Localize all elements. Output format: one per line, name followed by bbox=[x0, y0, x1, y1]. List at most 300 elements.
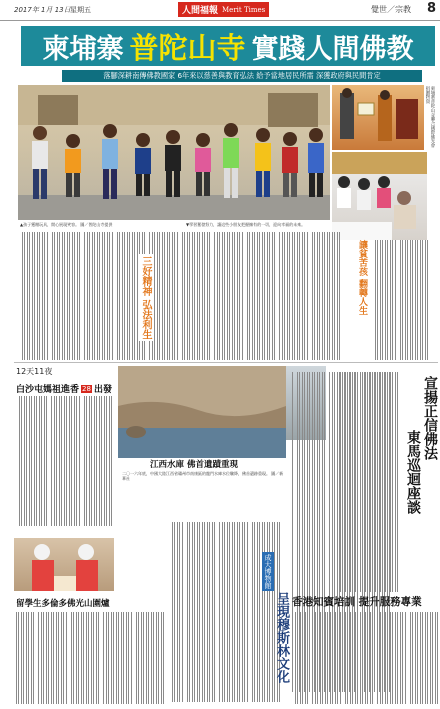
text-line bbox=[377, 372, 378, 592]
text-line bbox=[362, 612, 363, 704]
masthead bbox=[0, 0, 440, 21]
text-line bbox=[257, 232, 258, 360]
text-line bbox=[104, 396, 105, 526]
text-line bbox=[51, 612, 52, 704]
text-line bbox=[279, 232, 280, 360]
text-line bbox=[412, 612, 413, 704]
text-line bbox=[392, 372, 393, 592]
text-line bbox=[51, 396, 52, 526]
text-line bbox=[375, 240, 376, 360]
text-line bbox=[405, 240, 406, 360]
text-line bbox=[420, 612, 421, 704]
text-line bbox=[189, 232, 190, 360]
text-line bbox=[269, 522, 270, 702]
text-line bbox=[197, 232, 198, 360]
hk-body-text bbox=[292, 612, 438, 704]
text-line bbox=[397, 612, 398, 704]
text-line bbox=[300, 612, 301, 704]
text-line bbox=[317, 232, 318, 360]
text-line bbox=[219, 232, 220, 360]
text-line bbox=[360, 372, 361, 592]
text-line bbox=[350, 372, 351, 592]
text-line bbox=[410, 240, 411, 360]
text-line bbox=[307, 232, 308, 360]
text-line bbox=[327, 232, 328, 360]
hk-headline: 香港知賓培訓 提升服務專業 bbox=[292, 596, 422, 608]
text-line bbox=[23, 612, 24, 704]
text-line bbox=[314, 232, 315, 360]
text-line bbox=[330, 612, 331, 704]
text-line bbox=[222, 232, 223, 360]
text-line bbox=[385, 372, 386, 592]
text-line bbox=[380, 612, 381, 704]
dongma-body-text bbox=[338, 372, 398, 592]
text-line bbox=[46, 396, 47, 526]
text-line bbox=[400, 240, 401, 360]
text-line bbox=[194, 232, 195, 360]
dongma-headline-b: 東馬巡迴座談 bbox=[405, 430, 421, 514]
text-line bbox=[44, 396, 45, 526]
story-incense bbox=[14, 366, 114, 536]
headline-part2: 實踐人間佛教 bbox=[251, 33, 414, 65]
text-line bbox=[402, 612, 403, 704]
text-line bbox=[106, 612, 107, 704]
text-line bbox=[169, 232, 170, 360]
jiangxi-headline: 江西水庫 佛首遺蹟重現 bbox=[150, 460, 238, 470]
text-line bbox=[337, 612, 338, 704]
text-line bbox=[86, 612, 87, 704]
text-line bbox=[329, 232, 330, 360]
text-line bbox=[124, 232, 125, 360]
text-line bbox=[126, 612, 127, 704]
text-line bbox=[34, 232, 35, 360]
text-line bbox=[392, 612, 393, 704]
text-line bbox=[57, 232, 58, 360]
text-line bbox=[129, 232, 130, 360]
text-line bbox=[302, 232, 303, 360]
text-line bbox=[302, 612, 303, 704]
text-line bbox=[304, 232, 305, 360]
main-body-text bbox=[20, 232, 340, 360]
text-line bbox=[375, 372, 376, 592]
text-line bbox=[425, 612, 426, 704]
text-line bbox=[71, 612, 72, 704]
text-line bbox=[34, 396, 35, 526]
text-line bbox=[415, 612, 416, 704]
text-line bbox=[111, 612, 112, 704]
text-line bbox=[427, 612, 428, 704]
text-line bbox=[207, 522, 208, 702]
text-line bbox=[98, 612, 99, 704]
text-line bbox=[61, 396, 62, 526]
text-line bbox=[322, 612, 323, 704]
text-line bbox=[187, 232, 188, 360]
text-line bbox=[138, 612, 139, 704]
text-line bbox=[425, 240, 426, 360]
students-illustration bbox=[14, 538, 114, 591]
text-line bbox=[29, 232, 30, 360]
text-line bbox=[78, 612, 79, 704]
text-line bbox=[27, 232, 28, 360]
text-line bbox=[106, 396, 107, 526]
text-line bbox=[214, 232, 215, 360]
text-line bbox=[66, 396, 67, 526]
text-line bbox=[59, 232, 60, 360]
text-line bbox=[217, 232, 218, 360]
text-line bbox=[132, 232, 133, 360]
text-line bbox=[350, 612, 351, 704]
text-line bbox=[161, 612, 162, 704]
students-body-text bbox=[14, 612, 164, 704]
text-line bbox=[58, 612, 59, 704]
text-line bbox=[312, 232, 313, 360]
text-line bbox=[234, 522, 235, 702]
text-line bbox=[305, 612, 306, 704]
text-line bbox=[46, 612, 47, 704]
text-line bbox=[76, 396, 77, 526]
text-line bbox=[199, 232, 200, 360]
text-line bbox=[44, 232, 45, 360]
text-line bbox=[252, 522, 253, 702]
text-line bbox=[232, 522, 233, 702]
text-line bbox=[395, 240, 396, 360]
text-line bbox=[71, 396, 72, 526]
divider-horizontal bbox=[14, 362, 438, 363]
text-line bbox=[317, 612, 318, 704]
text-line bbox=[345, 372, 346, 592]
text-line bbox=[390, 240, 391, 360]
text-line bbox=[269, 232, 270, 360]
text-line bbox=[77, 232, 78, 360]
text-line bbox=[54, 232, 55, 360]
headline-highlight: 普陀山寺 bbox=[129, 30, 246, 65]
incense-sidebar-label: 12天11夜 bbox=[16, 367, 53, 376]
text-line bbox=[412, 240, 413, 360]
issue-weekday: 星期五 bbox=[70, 6, 91, 14]
main-body-text-right bbox=[372, 240, 428, 360]
text-line bbox=[167, 232, 168, 360]
text-line bbox=[116, 612, 117, 704]
text-line bbox=[395, 372, 396, 592]
text-line bbox=[153, 612, 154, 704]
text-line bbox=[289, 232, 290, 360]
text-line bbox=[162, 232, 163, 360]
text-line bbox=[247, 522, 248, 702]
text-line bbox=[254, 232, 255, 360]
text-line bbox=[117, 232, 118, 360]
text-line bbox=[212, 522, 213, 702]
newspaper-logo bbox=[178, 2, 269, 17]
text-line bbox=[325, 612, 326, 704]
section-name: 覺世／宗教 bbox=[371, 5, 411, 14]
text-line bbox=[357, 372, 358, 592]
page-number: 8 bbox=[427, 1, 437, 16]
text-line bbox=[197, 522, 198, 702]
text-line bbox=[74, 396, 75, 526]
text-line bbox=[299, 232, 300, 360]
text-line bbox=[340, 372, 341, 592]
text-line bbox=[367, 612, 368, 704]
text-line bbox=[141, 612, 142, 704]
photo-certificate bbox=[332, 85, 424, 150]
text-line bbox=[365, 372, 366, 592]
text-line bbox=[362, 372, 363, 592]
text-line bbox=[337, 232, 338, 360]
text-line bbox=[66, 612, 67, 704]
text-line bbox=[172, 522, 173, 702]
incense-badge: 28 bbox=[82, 384, 91, 393]
text-line bbox=[400, 612, 401, 704]
text-line bbox=[88, 612, 89, 704]
text-line bbox=[405, 612, 406, 704]
text-line bbox=[41, 396, 42, 526]
text-line bbox=[327, 612, 328, 704]
caption-photo-ceremony: ▼學習奮發努力，讓這些小朋友把握擁有的一切，迎向幸福的未來。 bbox=[186, 222, 306, 227]
islam-label: 成大博物館 bbox=[264, 554, 272, 589]
text-line bbox=[16, 612, 17, 704]
text-line bbox=[109, 396, 110, 526]
text-line bbox=[249, 232, 250, 360]
issue-date: 2017年 1月 13日 bbox=[14, 6, 71, 14]
text-line bbox=[229, 522, 230, 702]
text-line bbox=[143, 612, 144, 704]
text-line bbox=[157, 232, 158, 360]
text-line bbox=[112, 232, 113, 360]
text-line bbox=[32, 232, 33, 360]
text-line bbox=[29, 396, 30, 526]
reservoir-illustration bbox=[118, 366, 286, 458]
text-line bbox=[239, 232, 240, 360]
main-subheadline: 落腳深耕南傳佛教國家 6年來以慈善與教育弘法 給予當地居民所需 深獲政府與民間肯定 bbox=[62, 70, 422, 82]
text-line bbox=[335, 612, 336, 704]
text-line bbox=[83, 612, 84, 704]
text-line bbox=[159, 232, 160, 360]
text-line bbox=[284, 232, 285, 360]
text-line bbox=[315, 612, 316, 704]
text-line bbox=[163, 612, 164, 704]
text-line bbox=[390, 612, 391, 704]
text-line bbox=[107, 232, 108, 360]
main-headline-banner bbox=[21, 26, 435, 66]
text-line bbox=[214, 522, 215, 702]
text-line bbox=[63, 612, 64, 704]
text-line bbox=[194, 522, 195, 702]
text-line bbox=[118, 612, 119, 704]
text-line bbox=[41, 612, 42, 704]
text-line bbox=[274, 232, 275, 360]
text-line bbox=[48, 612, 49, 704]
text-line bbox=[21, 396, 22, 526]
text-line bbox=[62, 232, 63, 360]
text-line bbox=[397, 372, 398, 592]
text-line bbox=[21, 612, 22, 704]
text-line bbox=[28, 612, 29, 704]
text-line bbox=[292, 232, 293, 360]
text-line bbox=[36, 396, 37, 526]
text-line bbox=[67, 232, 68, 360]
text-line bbox=[56, 612, 57, 704]
text-line bbox=[262, 232, 263, 360]
text-line bbox=[81, 612, 82, 704]
text-line bbox=[26, 396, 27, 526]
text-line bbox=[42, 232, 43, 360]
text-line bbox=[222, 522, 223, 702]
text-line bbox=[123, 612, 124, 704]
text-line bbox=[410, 612, 411, 704]
text-line bbox=[43, 612, 44, 704]
text-line bbox=[72, 232, 73, 360]
text-line bbox=[156, 612, 157, 704]
text-line bbox=[122, 232, 123, 360]
text-line bbox=[229, 232, 230, 360]
text-line bbox=[79, 232, 80, 360]
text-line bbox=[69, 396, 70, 526]
text-line bbox=[131, 612, 132, 704]
text-line bbox=[430, 612, 431, 704]
logo-text: 人間福報 bbox=[182, 6, 219, 16]
text-line bbox=[407, 240, 408, 360]
text-line bbox=[355, 372, 356, 592]
text-line bbox=[417, 612, 418, 704]
text-line bbox=[61, 612, 62, 704]
logo-text-en: Merit Times bbox=[222, 5, 266, 14]
students-headline: 留學生多倫多佛光山圍爐 bbox=[16, 599, 110, 609]
text-line bbox=[237, 232, 238, 360]
text-line bbox=[345, 612, 346, 704]
text-line bbox=[382, 372, 383, 592]
text-line bbox=[53, 612, 54, 704]
text-line bbox=[97, 232, 98, 360]
text-line bbox=[19, 396, 20, 526]
text-line bbox=[427, 240, 428, 360]
text-line bbox=[54, 396, 55, 526]
pull-quote-2: 讓貧苦孩 翻轉人生 bbox=[357, 240, 367, 316]
text-line bbox=[237, 522, 238, 702]
text-line bbox=[24, 396, 25, 526]
islam-headline: 呈現穆斯林文化 bbox=[274, 592, 289, 683]
text-line bbox=[64, 396, 65, 526]
text-line bbox=[108, 612, 109, 704]
text-line bbox=[76, 612, 77, 704]
caption-photo-kids: ▲孩子獲贈玩具，開心展現笑容。 圖／普陀山寺提供 bbox=[20, 222, 113, 227]
text-line bbox=[104, 232, 105, 360]
text-line bbox=[111, 396, 112, 526]
text-line bbox=[52, 232, 53, 360]
ceremony-illustration bbox=[332, 152, 427, 240]
text-line bbox=[254, 522, 255, 702]
text-line bbox=[242, 232, 243, 360]
text-line bbox=[380, 372, 381, 592]
text-line bbox=[422, 612, 423, 704]
photo-ceremony bbox=[332, 152, 427, 240]
photo-reservoir bbox=[118, 366, 286, 458]
text-line bbox=[334, 232, 335, 360]
text-line bbox=[192, 522, 193, 702]
text-line bbox=[352, 612, 353, 704]
dongma-headline-a: 宣揚正信佛法 bbox=[422, 376, 438, 460]
text-line bbox=[435, 612, 436, 704]
text-line bbox=[347, 372, 348, 592]
text-line bbox=[257, 522, 258, 702]
text-line bbox=[187, 522, 188, 702]
text-line bbox=[127, 232, 128, 360]
text-line bbox=[402, 240, 403, 360]
text-line bbox=[154, 232, 155, 360]
text-line bbox=[232, 232, 233, 360]
photo-students bbox=[14, 538, 114, 591]
text-line bbox=[382, 612, 383, 704]
incense-body-text bbox=[16, 396, 112, 526]
text-line bbox=[199, 522, 200, 702]
text-line bbox=[339, 232, 340, 360]
text-line bbox=[244, 522, 245, 702]
headline-part1: 柬埔寨 bbox=[42, 33, 124, 65]
text-line bbox=[355, 612, 356, 704]
text-line bbox=[87, 232, 88, 360]
text-line bbox=[372, 372, 373, 592]
text-line bbox=[312, 612, 313, 704]
text-line bbox=[202, 522, 203, 702]
text-line bbox=[347, 612, 348, 704]
text-line bbox=[382, 240, 383, 360]
kids-illustration bbox=[18, 85, 330, 220]
text-line bbox=[56, 396, 57, 526]
text-line bbox=[380, 240, 381, 360]
text-line bbox=[297, 232, 298, 360]
text-line bbox=[31, 612, 32, 704]
text-line bbox=[174, 522, 175, 702]
text-line bbox=[370, 612, 371, 704]
text-line bbox=[146, 612, 147, 704]
text-line bbox=[119, 232, 120, 360]
text-line bbox=[272, 232, 273, 360]
text-line bbox=[415, 240, 416, 360]
text-line bbox=[294, 232, 295, 360]
text-line bbox=[64, 232, 65, 360]
text-line bbox=[172, 232, 173, 360]
text-line bbox=[234, 232, 235, 360]
text-line bbox=[209, 522, 210, 702]
text-line bbox=[136, 612, 137, 704]
text-line bbox=[390, 372, 391, 592]
text-line bbox=[372, 612, 373, 704]
text-line bbox=[324, 232, 325, 360]
text-line bbox=[84, 232, 85, 360]
text-line bbox=[387, 612, 388, 704]
text-line bbox=[84, 396, 85, 526]
text-line bbox=[24, 232, 25, 360]
text-line bbox=[121, 612, 122, 704]
text-line bbox=[101, 396, 102, 526]
text-line bbox=[189, 522, 190, 702]
text-line bbox=[26, 612, 27, 704]
text-line bbox=[91, 396, 92, 526]
text-line bbox=[128, 612, 129, 704]
text-line bbox=[89, 396, 90, 526]
text-line bbox=[420, 240, 421, 360]
text-line bbox=[332, 232, 333, 360]
text-line bbox=[307, 612, 308, 704]
text-line bbox=[93, 612, 94, 704]
text-line bbox=[264, 522, 265, 702]
incense-headline: 白沙屯媽祖進香 28 出發 bbox=[16, 384, 112, 395]
text-line bbox=[99, 232, 100, 360]
text-line bbox=[432, 612, 433, 704]
text-line bbox=[33, 612, 34, 704]
text-line bbox=[332, 612, 333, 704]
photo-kids bbox=[18, 85, 330, 220]
text-line bbox=[227, 232, 228, 360]
